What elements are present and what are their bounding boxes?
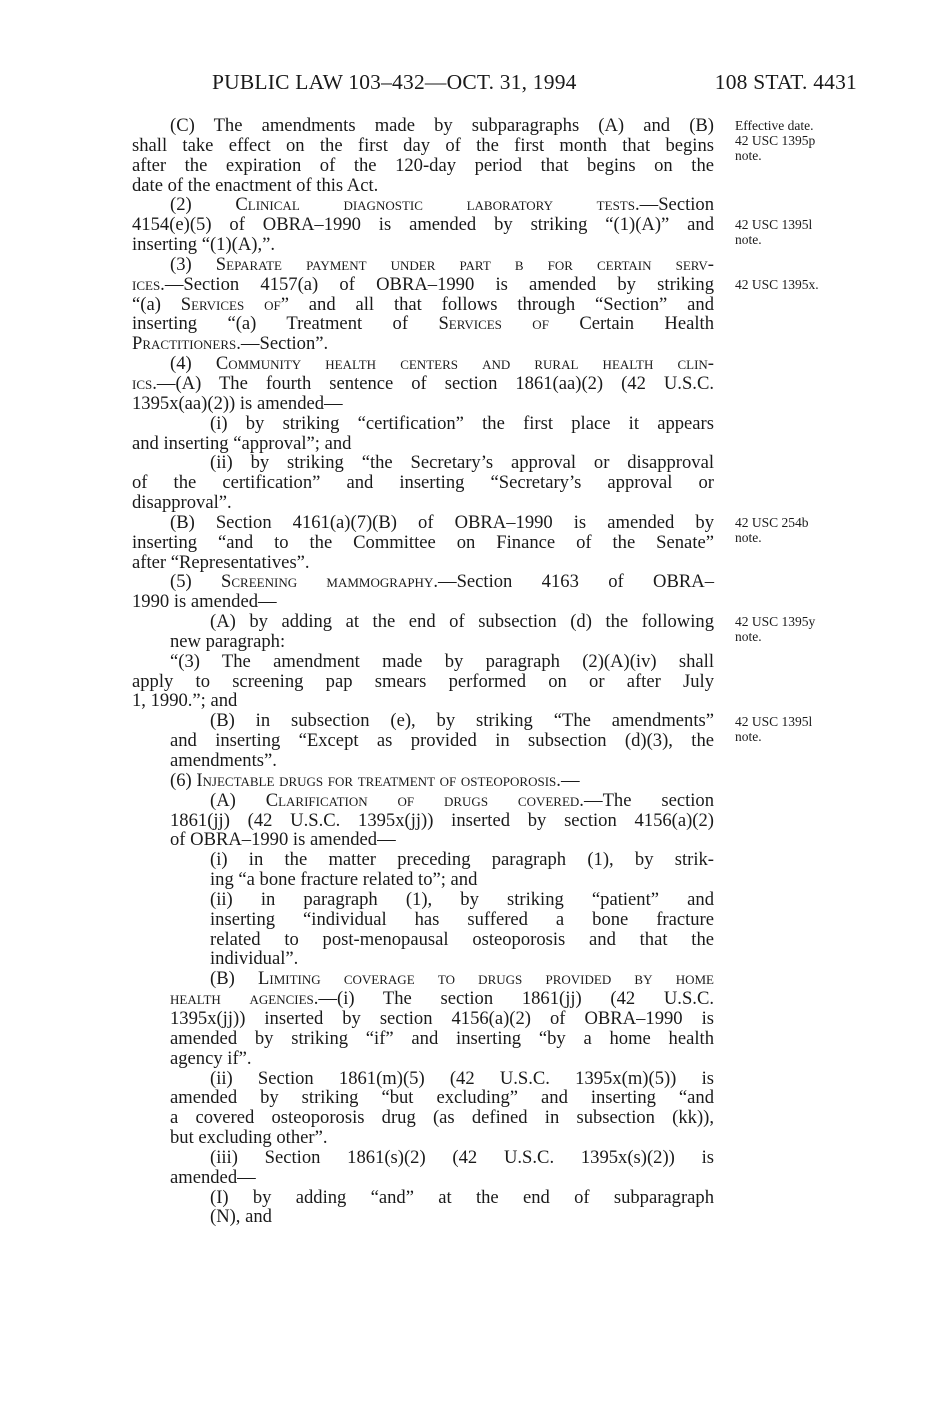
text-line: (iii) Section 1861(s)(2) (42 U.S.C. 1395x(s)(2)) is [210,1146,714,1168]
text-line: “(3) The amendment made by paragraph (2)(A)(iv) shall [170,650,714,672]
text-line: (6) Injectable drugs for treatment of osteoporosis.— [170,769,580,791]
text-line: disapproval”. [132,492,232,514]
text-line: (4) Community health centers and rural health clin- [170,353,714,375]
margin-note: 42 USC 1395y note. [735,614,816,645]
text-line: amendments”. [170,750,277,771]
text-line: (B) in subsection (e), by striking “The amendments” [210,710,714,732]
text-line: ing “a bone fracture related to”; and [210,869,478,891]
text-line: and inserting “Except as provided in subsection (d)(3), the [170,730,714,752]
text-line: (A) by adding at the end of subsection (d) the following [210,611,714,633]
text-line: health agencies.—(i) The section 1861(jj) (42 U.S.C. [170,988,714,1010]
text-line: a covered osteoporosis drug (as defined in subsection (kk)), [170,1107,714,1129]
text-line: 1861(jj) (42 U.S.C. 1395x(jj)) inserted by section 4156(a)(2) [170,809,714,831]
margin-note: 42 USC 1395l note. [735,217,813,248]
text-line: related to post-menopausal osteoporosis and that the [210,928,714,950]
text-line: (B) Limiting coverage to drugs provided by home [210,968,714,990]
text-line: (ii) Section 1861(m)(5) (42 U.S.C. 1395x(m)(5)) is [210,1067,714,1089]
margin-note: 42 USC 1395x. [735,276,819,292]
text-line: amended— [170,1166,256,1188]
text-line: agency if”. [170,1047,252,1069]
text-line: after “Representatives”. [132,551,310,573]
text-line: amended by striking “if” and inserting “by a home health [170,1027,714,1049]
text-line: and inserting “approval”; and [132,432,352,454]
text-line: (ii) in paragraph (1), by striking “patient” and [210,888,714,910]
text-line: of the certification” and inserting “Secretary’s approval or [132,472,714,494]
header-title: PUBLIC LAW 103–432—OCT. 31, 1994 [212,70,577,94]
text-line: (i) by striking “certification” the first place it appears [210,412,714,434]
text-line: inserting “(a) Treatment of Services of Certain Health [132,313,714,335]
text-line: new paragraph: [170,630,286,652]
text-line: but excluding other”. [170,1127,328,1149]
text-line: ics.—(A) The fourth sentence of section 1861(aa)(2) (42 U.S.C. [132,372,714,394]
text-line: 1990 is amended— [132,591,277,613]
margin-note: 42 USC 1395l note. [735,713,813,744]
text-line: Practitioners.—Section”. [132,333,329,355]
text-line: (ii) by striking “the Secretary’s approval or disapproval [210,452,714,474]
text-line: ices.—Section 4157(a) of OBRA–1990 is amended by striking [132,273,714,295]
text-line: (i) in the matter preceding paragraph (1), by strik- [210,849,714,871]
header-page-number: 108 STAT. 4431 [714,70,857,94]
text-line: (C) The amendments made by subparagraphs (A) and (B) [170,115,714,136]
document-body [132,116,714,1227]
text-line: inserting “(1)(A),”. [132,234,276,256]
text-line: (N), and [210,1206,272,1228]
text-line: date of the enactment of this Act. [132,174,379,196]
text-line: 1, 1990.”; and [132,690,238,712]
text-line: shall take effect on the first day of the first month that begins [132,134,714,156]
text-line: (B) Section 4161(a)(7)(B) of OBRA–1990 is amended by [170,511,714,533]
text-line: (A) Clarification of drugs covered.—The section [210,789,715,811]
text-line: apply to screening pap smears performed on or after July [132,670,714,692]
text-line: inserting “and to the Committee on Finance of the Senate” [132,531,714,553]
text-line: (2) Clinical diagnostic laboratory tests.—Section [170,194,714,216]
margin-note: Effective date. 42 USC 1395p note. [735,118,816,163]
text-line: (I) by adding “and” at the end of subparagraph [210,1186,714,1208]
text-line: 4154(e)(5) of OBRA–1990 is amended by striking “(1)(A)” and [132,214,714,236]
page-header [212,70,857,100]
text-line: (5) Screening mammography.—Section 4163 of OBRA– [170,571,714,593]
text-line: individual”. [210,948,299,970]
text-line: amended by striking “but excluding” and inserting “and [170,1087,714,1109]
text-line: 1395x(jj)) inserted by section 4156(a)(2) of OBRA–1990 is [170,1007,714,1029]
text-line: of OBRA–1990 is amended— [170,829,396,851]
text-line: “(a) Services of” and all that follows through “Section” and [132,293,714,315]
text-line: 1395x(aa)(2)) is amended— [132,392,343,414]
text-line: (3) Separate payment under part b for certain serv- [170,253,714,275]
text-line: after the expiration of the 120-day period that begins on the [132,154,714,176]
text-line: inserting “individual has suffered a bone fracture [210,908,714,930]
margin-note: 42 USC 254b note. [735,515,809,545]
